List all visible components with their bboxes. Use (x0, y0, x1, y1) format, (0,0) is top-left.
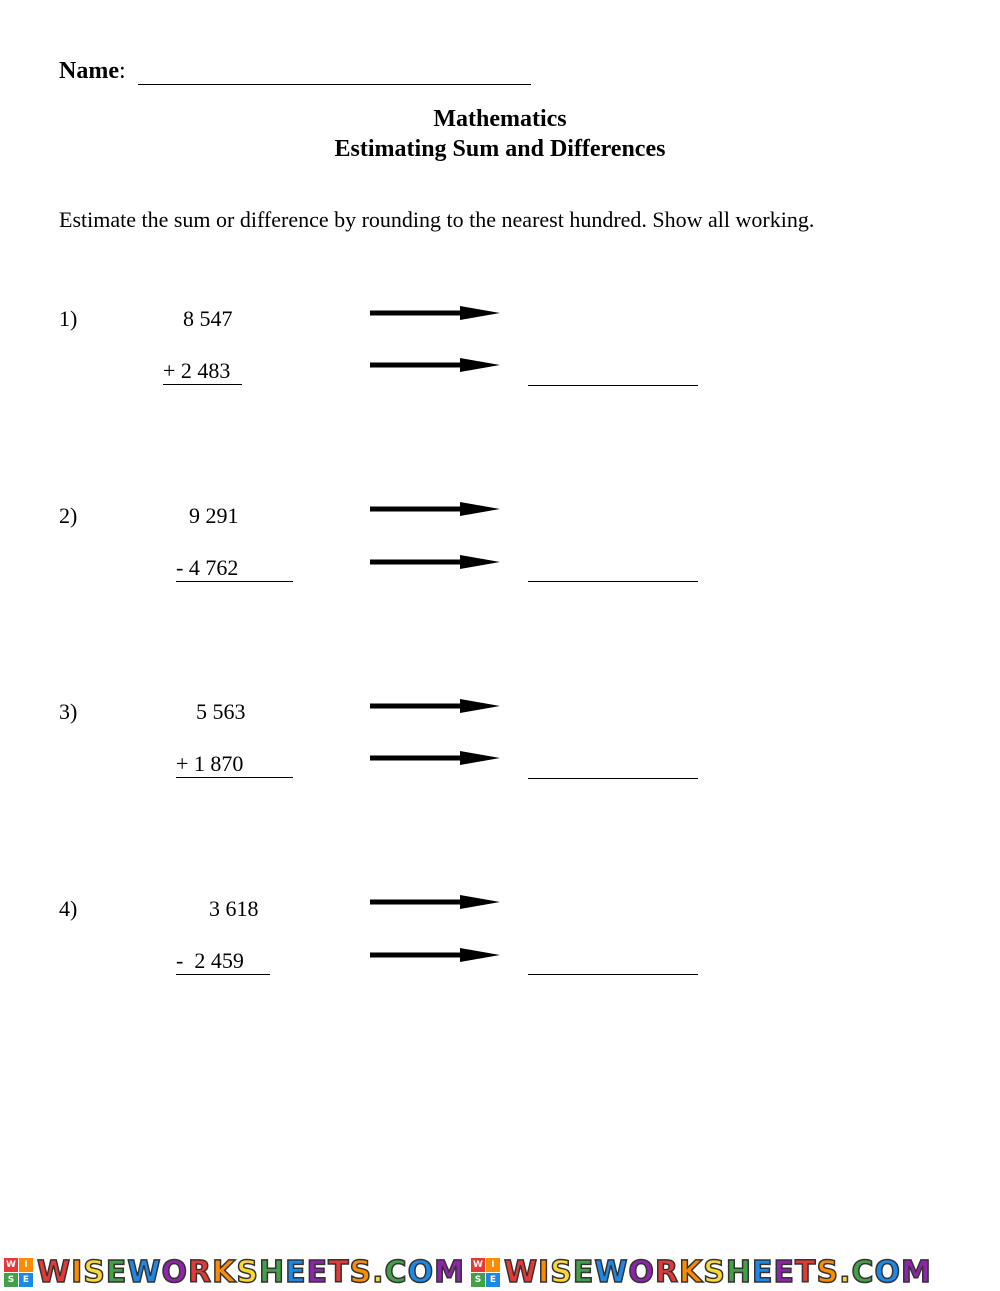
name-input-line[interactable] (138, 58, 531, 85)
name-colon: : (118, 58, 126, 84)
footer-letter: S (236, 1254, 259, 1290)
problem-2-answer-line[interactable] (528, 579, 698, 582)
arrow-icon (370, 750, 500, 766)
problem-3-bottom: + 1 870 (176, 751, 293, 778)
problem-1-number: 1) (59, 306, 78, 331)
problem-2-bottom: - 4 762 (176, 555, 293, 582)
footer-letter: W (503, 1254, 539, 1290)
footer-site-text (37, 1255, 465, 1290)
arrow-icon (370, 501, 500, 517)
footer-letter: E (773, 1254, 796, 1290)
footer-letter: I (71, 1254, 84, 1290)
topic-title: Estimating Sum and Differences (334, 136, 666, 162)
problem-4-top: 3 618 (209, 896, 259, 921)
footer-letter: E (572, 1254, 595, 1290)
arrow-icon (370, 554, 500, 570)
footer-letter: S (703, 1254, 726, 1290)
footer-letter: O (407, 1254, 435, 1290)
problem-4-bottom: - 2 459 (176, 948, 270, 975)
arrow-icon (370, 698, 500, 714)
footer-letter: K (679, 1254, 704, 1290)
footer-letter: . (372, 1254, 385, 1290)
footer-letter: K (212, 1254, 237, 1290)
instructions: Estimate the sum or difference by rounding to the nearest hundred. Show all working. (59, 207, 815, 232)
footer-letter: S (816, 1254, 840, 1290)
footer-letter: W (594, 1254, 629, 1290)
logo-icon: W I S E (4, 1258, 33, 1287)
subject-title: Mathematics (433, 106, 567, 132)
problem-4-number: 4) (59, 896, 78, 921)
footer-letter: M (434, 1254, 465, 1290)
footer-letter: R (187, 1254, 213, 1290)
problem-2-top: 9 291 (189, 503, 239, 528)
footer-letter: H (258, 1254, 286, 1290)
problem-1-top: 8 547 (183, 306, 233, 331)
footer-watermark (0, 1253, 1000, 1291)
footer-letter: M (901, 1254, 932, 1290)
arrow-icon (370, 947, 500, 963)
footer-letter: I (538, 1254, 551, 1290)
arrow-icon (370, 305, 500, 321)
problem-4-answer-line[interactable] (528, 972, 698, 975)
footer-letter: C (384, 1254, 408, 1290)
footer-letter: S (83, 1254, 106, 1290)
footer-letter: O (628, 1254, 655, 1290)
footer-letter: S (349, 1254, 373, 1290)
footer-letter: E (105, 1254, 128, 1290)
footer-letter: . (839, 1254, 852, 1290)
footer-letter: W (37, 1254, 72, 1290)
footer-letter: T (795, 1254, 817, 1290)
footer-letter: W (127, 1254, 162, 1290)
footer-letter: H (725, 1254, 753, 1290)
arrow-icon (370, 894, 500, 910)
problem-3-number: 3) (59, 699, 78, 724)
footer-letter: O (161, 1254, 188, 1290)
problem-2-number: 2) (59, 503, 78, 528)
footer-letter: R (654, 1254, 680, 1290)
footer-letter: T (328, 1254, 350, 1290)
problem-1-bottom: + 2 483 (163, 358, 242, 385)
name-row (59, 58, 531, 85)
footer-brand (4, 1255, 465, 1290)
problem-3-top: 5 563 (196, 699, 246, 724)
problem-3-answer-line[interactable] (528, 776, 698, 779)
logo-icon: W I S E (471, 1258, 500, 1287)
footer-letter: E (306, 1254, 329, 1290)
footer-brand (471, 1255, 932, 1290)
footer-letter: S (550, 1254, 573, 1290)
footer-letter: E (752, 1254, 774, 1290)
arrow-icon (370, 357, 500, 373)
footer-site-text (504, 1255, 932, 1290)
footer-letter: O (874, 1254, 902, 1290)
problem-1-answer-line[interactable] (528, 383, 698, 386)
name-label: Name (59, 58, 119, 84)
footer-letter: C (851, 1254, 875, 1290)
footer-letter: E (285, 1254, 307, 1290)
